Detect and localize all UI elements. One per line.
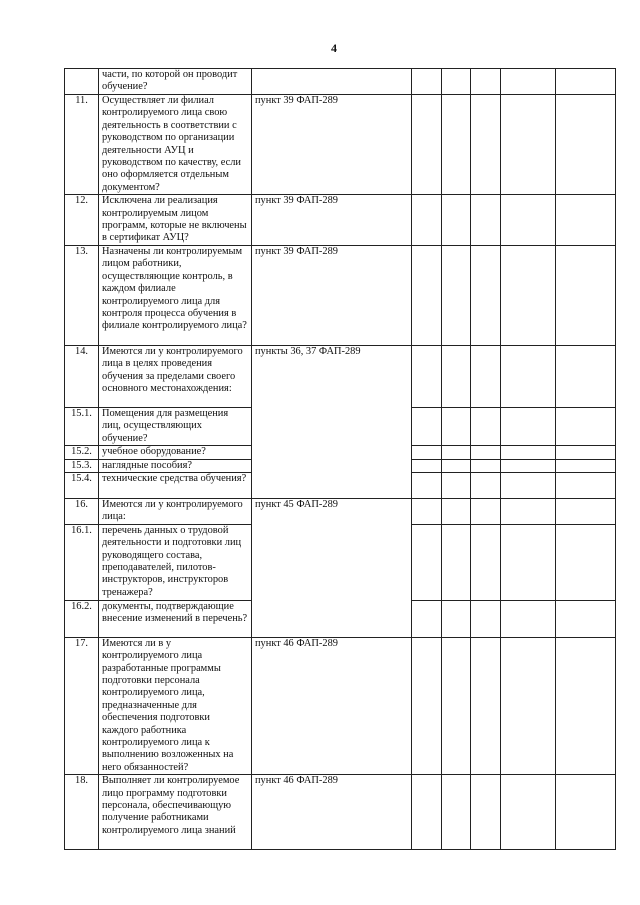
yes-cell xyxy=(412,446,442,459)
yes-cell xyxy=(412,524,442,600)
no-cell xyxy=(442,637,471,774)
no-cell xyxy=(442,245,471,345)
row-number: 11. xyxy=(65,95,99,195)
note-cell xyxy=(556,245,616,345)
comment-cell xyxy=(501,637,556,774)
row-number: 14. xyxy=(65,345,99,407)
no-cell xyxy=(442,524,471,600)
not-applicable-cell xyxy=(471,407,501,445)
not-applicable-cell xyxy=(471,472,501,498)
no-cell xyxy=(442,69,471,95)
comment-cell xyxy=(501,407,556,445)
question-cell: учебное оборудование? xyxy=(99,446,252,459)
question-cell: документы, подтверждающие внесение изменений в перечень? xyxy=(99,600,252,637)
reference-cell: пункт 39 ФАП-289 xyxy=(252,245,412,345)
note-cell xyxy=(556,407,616,445)
question-cell: наглядные пособия? xyxy=(99,459,252,472)
comment-cell xyxy=(501,245,556,345)
yes-cell xyxy=(412,459,442,472)
row-number: 13. xyxy=(65,245,99,345)
comment-cell xyxy=(501,472,556,498)
comment-cell xyxy=(501,600,556,637)
page-number: 4 xyxy=(331,41,337,55)
question-cell: Имеются ли у контролируемого лица в целях проведения обучения за пределами своего основного местонахождения: xyxy=(99,345,252,407)
yes-cell xyxy=(412,600,442,637)
not-applicable-cell xyxy=(471,775,501,850)
comment-cell xyxy=(501,775,556,850)
note-cell xyxy=(556,600,616,637)
no-cell xyxy=(442,446,471,459)
comment-cell xyxy=(501,459,556,472)
yes-cell xyxy=(412,69,442,95)
table-row xyxy=(65,775,616,850)
note-cell xyxy=(556,69,616,95)
note-cell xyxy=(556,472,616,498)
no-cell xyxy=(442,95,471,195)
not-applicable-cell xyxy=(471,459,501,472)
row-number: 15.1. xyxy=(65,407,99,445)
question-cell: Помещения для размещения лиц, осуществляющих обучение? xyxy=(99,407,252,445)
comment-cell xyxy=(501,524,556,600)
note-cell xyxy=(556,637,616,774)
row-number: 18. xyxy=(65,775,99,850)
row-number: 12. xyxy=(65,195,99,246)
row-number: 16. xyxy=(65,498,99,524)
question-cell: части, по которой он проводит обучение? xyxy=(99,69,252,95)
question-cell: Назначены ли контролируемым лицом работники, осуществляющие контроль, в каждом филиале контролируемого лица для контроля процесса обучения в филиале контролируемого лица? xyxy=(99,245,252,345)
reference-cell: пункт 45 ФАП-289 xyxy=(252,498,412,637)
table-row xyxy=(65,498,616,524)
table-row xyxy=(65,637,616,774)
question-cell: Выполняет ли контролируемое лицо программу подготовки персонала, обеспечивающую получение работниками контролируемого лица знаний xyxy=(99,775,252,850)
no-cell xyxy=(442,775,471,850)
note-cell xyxy=(556,524,616,600)
yes-cell xyxy=(412,407,442,445)
row-number: 15.4. xyxy=(65,472,99,498)
not-applicable-cell xyxy=(471,69,501,95)
table-row xyxy=(65,195,616,246)
not-applicable-cell xyxy=(471,95,501,195)
row-number: 16.1. xyxy=(65,524,99,600)
row-number: 15.3. xyxy=(65,459,99,472)
not-applicable-cell xyxy=(471,195,501,246)
question-cell: Имеются ли у контролируемого лица: xyxy=(99,498,252,524)
no-cell xyxy=(442,195,471,246)
note-cell xyxy=(556,195,616,246)
comment-cell xyxy=(501,446,556,459)
yes-cell xyxy=(412,95,442,195)
no-cell xyxy=(442,498,471,524)
yes-cell xyxy=(412,245,442,345)
table-row xyxy=(65,345,616,407)
question-cell: Осуществляет ли филиал контролируемого лица свою деятельность в соответствии с руководством по организации деятельности АУЦ и руководством по качеству, если оно оформляется отдельным документом? xyxy=(99,95,252,195)
reference-cell: пункт 39 ФАП-289 xyxy=(252,95,412,195)
note-cell xyxy=(556,775,616,850)
not-applicable-cell xyxy=(471,345,501,407)
table-row xyxy=(65,69,616,95)
checklist-table xyxy=(64,68,616,850)
question-cell: технические средства обучения? xyxy=(99,472,252,498)
not-applicable-cell xyxy=(471,498,501,524)
reference-cell: пункт 46 ФАП-289 xyxy=(252,775,412,850)
comment-cell xyxy=(501,195,556,246)
yes-cell xyxy=(412,637,442,774)
row-number xyxy=(65,69,99,95)
no-cell xyxy=(442,407,471,445)
table-row xyxy=(65,245,616,345)
no-cell xyxy=(442,600,471,637)
no-cell xyxy=(442,459,471,472)
yes-cell xyxy=(412,498,442,524)
yes-cell xyxy=(412,195,442,246)
reference-cell: пункт 39 ФАП-289 xyxy=(252,195,412,246)
question-cell: Имеются ли в у контролируемого лица разработанные программы подготовки персонала контролируемого лица, предназначенные для обеспечения подготовки каждого работника контролируемого лица к выполнению возложенных на него обязанностей? xyxy=(99,637,252,774)
table-row xyxy=(65,95,616,195)
not-applicable-cell xyxy=(471,245,501,345)
no-cell xyxy=(442,345,471,407)
comment-cell xyxy=(501,498,556,524)
note-cell xyxy=(556,95,616,195)
note-cell xyxy=(556,498,616,524)
comment-cell xyxy=(501,95,556,195)
not-applicable-cell xyxy=(471,524,501,600)
no-cell xyxy=(442,472,471,498)
not-applicable-cell xyxy=(471,637,501,774)
row-number: 16.2. xyxy=(65,600,99,637)
yes-cell xyxy=(412,775,442,850)
reference-cell: пункты 36, 37 ФАП-289 xyxy=(252,345,412,498)
yes-cell xyxy=(412,472,442,498)
note-cell xyxy=(556,459,616,472)
reference-cell xyxy=(252,69,412,95)
reference-cell: пункт 46 ФАП-289 xyxy=(252,637,412,774)
row-number: 15.2. xyxy=(65,446,99,459)
not-applicable-cell xyxy=(471,446,501,459)
note-cell xyxy=(556,345,616,407)
note-cell xyxy=(556,446,616,459)
question-cell: Исключена ли реализация контролируемым лицом программ, которые не включены в сертификат АУЦ? xyxy=(99,195,252,246)
row-number: 17. xyxy=(65,637,99,774)
comment-cell xyxy=(501,69,556,95)
question-cell: перечень данных о трудовой деятельности и подготовки лиц руководящего состава, преподавателей, пилотов-инструкторов, инструкторов тренажера? xyxy=(99,524,252,600)
yes-cell xyxy=(412,345,442,407)
comment-cell xyxy=(501,345,556,407)
not-applicable-cell xyxy=(471,600,501,637)
